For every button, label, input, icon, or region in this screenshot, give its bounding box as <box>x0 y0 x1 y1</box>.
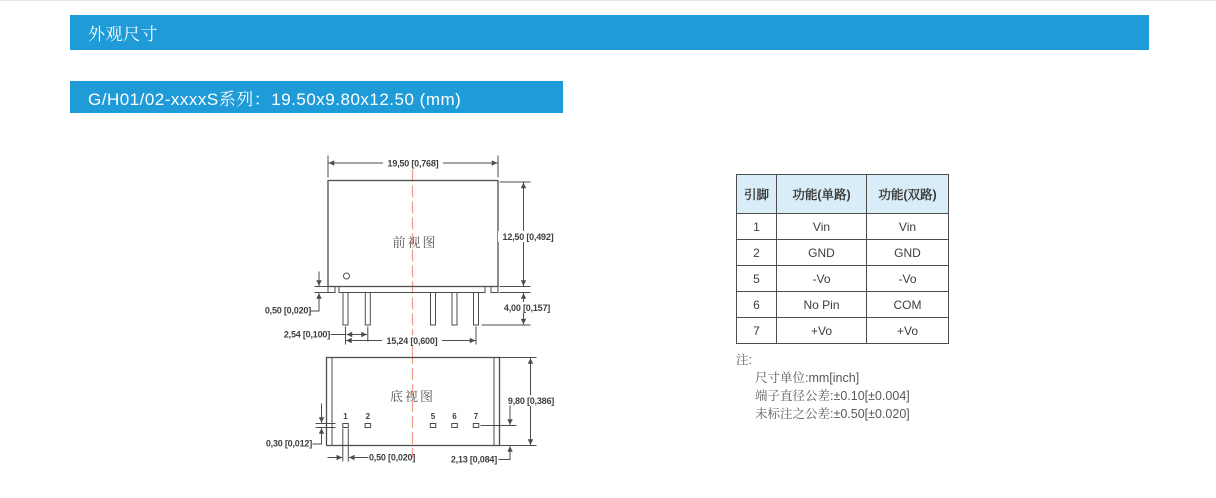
svg-text:2: 2 <box>365 412 371 421</box>
bottom-view-label: 底视图 <box>389 389 436 404</box>
section-title: 外观尺寸 <box>88 25 158 44</box>
table-row <box>737 266 949 292</box>
cell-single: -Vo <box>777 266 867 292</box>
section-title-banner <box>70 15 1149 50</box>
page-top-divider <box>0 0 1216 1</box>
header-single-output: 功能(单路) <box>777 175 867 214</box>
header-dual-output: 功能(双路) <box>867 175 949 214</box>
cell-dual: GND <box>867 240 949 266</box>
dim-front-height <box>498 182 558 287</box>
pin1-indicator-circle <box>344 273 350 279</box>
cell-pin: 5 <box>737 266 777 292</box>
cell-pin: 1 <box>737 214 777 240</box>
front-ledge-left-stub <box>328 287 335 293</box>
bottom-pad-numbers <box>343 412 479 421</box>
front-view <box>265 156 558 351</box>
svg-text:4,00 [0,157]: 4,00 [0,157] <box>503 303 551 313</box>
svg-text:1: 1 <box>343 412 348 421</box>
cell-dual: +Vo <box>867 318 949 344</box>
table-header-row <box>737 175 949 214</box>
front-pins <box>343 293 479 326</box>
bottom-pads <box>343 424 479 428</box>
table-row <box>737 318 949 344</box>
dimension-drawing <box>250 140 630 485</box>
svg-text:6: 6 <box>452 412 457 421</box>
pin-function-table <box>736 174 949 344</box>
table-row <box>737 292 949 318</box>
dim-front-pin-pitch <box>284 327 368 341</box>
dim-bottom-pad-thickness <box>266 404 335 449</box>
cell-dual: COM <box>867 292 949 318</box>
cell-pin: 2 <box>737 240 777 266</box>
svg-text:15,24 [0,600]: 15,24 [0,600] <box>386 336 438 346</box>
svg-text:0,50 [0,020]: 0,50 [0,020] <box>369 452 416 463</box>
cell-pin: 6 <box>737 292 777 318</box>
table-row <box>737 240 949 266</box>
cell-dual: -Vo <box>867 266 949 292</box>
svg-text:5: 5 <box>430 412 436 421</box>
note-line: 尺寸单位:mm[inch] <box>755 371 860 385</box>
front-ledge-right-stub <box>491 287 498 293</box>
svg-text:19,50 [0,768]: 19,50 [0,768] <box>387 158 439 169</box>
dim-bottom-pad-offset <box>451 406 516 465</box>
dim-front-standoff <box>265 272 327 316</box>
series-title-banner <box>70 81 563 113</box>
note-line: 端子直径公差:±0.10[±0.004] <box>755 389 910 403</box>
notes-title: 注: <box>736 353 752 367</box>
cell-single: Vin <box>777 214 867 240</box>
svg-text:0,50 [0,020]: 0,50 [0,020] <box>264 305 311 316</box>
svg-text:9,80 [0,386]: 9,80 [0,386] <box>507 396 555 406</box>
svg-text:0,30 [0,012]: 0,30 [0,012] <box>265 438 312 449</box>
notes-block <box>736 351 910 423</box>
dim-front-pin-length <box>482 293 555 326</box>
note-line: 未标注之公差:±0.50[±0.020] <box>755 407 910 421</box>
svg-text:12,50 [0,492]: 12,50 [0,492] <box>502 232 554 242</box>
series-title: G/H01/02-xxxxS系列：19.50x9.80x12.50 (mm) <box>88 89 462 109</box>
svg-text:2,13 [0,084]: 2,13 [0,084] <box>450 454 497 465</box>
bottom-view <box>266 353 559 465</box>
table-row <box>737 214 949 240</box>
cell-pin: 7 <box>737 318 777 344</box>
cell-dual: Vin <box>867 214 949 240</box>
dim-bottom-depth <box>500 358 559 446</box>
dim-front-pin-span <box>346 327 477 346</box>
cell-single: +Vo <box>777 318 867 344</box>
front-view-label: 前视图 <box>392 235 438 250</box>
cell-single: GND <box>777 240 867 266</box>
header-pin: 引脚 <box>737 175 777 214</box>
svg-text:2,54 [0,100]: 2,54 [0,100] <box>283 329 330 340</box>
svg-text:7: 7 <box>473 412 479 421</box>
cell-single: No Pin <box>777 292 867 318</box>
